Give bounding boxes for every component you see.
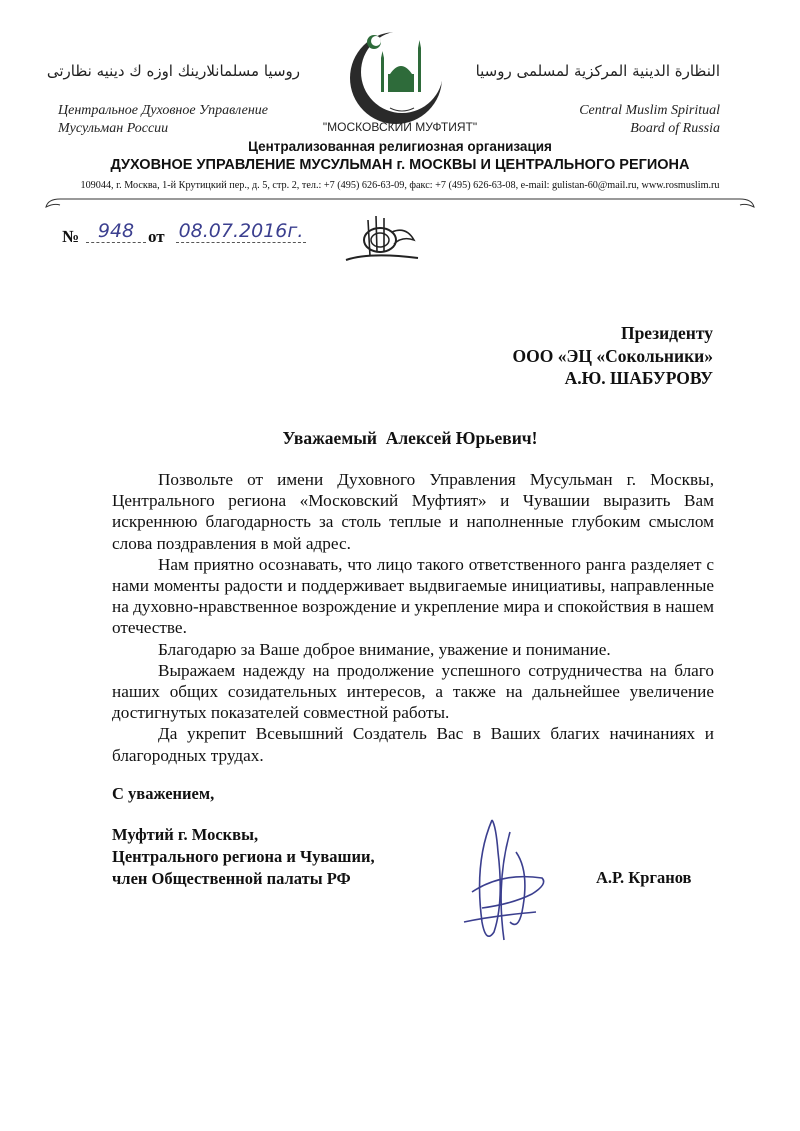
addressee-block <box>513 322 713 390</box>
org-contacts: 109044, г. Москва, 1-й Крутицкий пер., д. 5, стр. 2, тел.: +7 (495) 626-63-09, факс: +7 (495) 626-63-08, e-mail: gulistan-60@mail.ru, www.rosmuslim.ru <box>80 180 720 191</box>
arabic-heading-left: روسيا مسلمانلارينك اوزه ك دينيه نظارتی <box>46 62 300 80</box>
signatory-name: А.Р. Крганов <box>596 868 692 887</box>
body-paragraph: Да укрепит Всевышний Создатель Вас в Ваших благих начинаниях и благородных трудах. <box>112 724 714 765</box>
addressee-title: Президенту <box>620 323 713 343</box>
signatory-title-line1: Муфтий г. Москвы, <box>112 825 259 844</box>
org-name: ДУХОВНОЕ УПРАВЛЕНИЕ МУСУЛЬМАН г. МОСКВЫ И ЦЕНТРАЛЬНОГО РЕГИОНА <box>110 157 690 173</box>
closing: С уважением, <box>112 784 215 803</box>
handwritten-signature <box>452 812 562 952</box>
tughra-emblem-icon <box>340 212 424 268</box>
ref-date-label: от <box>148 227 165 246</box>
letter-body <box>112 469 714 766</box>
ref-date: 08.07.2016г. <box>176 220 306 243</box>
header-divider <box>40 195 760 213</box>
logo-caption: "МОСКОВСКИЙ МУФТИЯТ" <box>322 120 478 134</box>
addressee-company: ООО «ЭЦ «Сокольники» <box>512 345 713 366</box>
addressee-name: А.Ю. ШАБУРОВУ <box>564 368 713 388</box>
signatory-title-line3: член Общественной палаты РФ <box>112 869 351 888</box>
ref-number: 948 <box>86 220 146 243</box>
body-paragraph: Выражаем надежду на продолжение успешного сотрудничества на благо наших общих созидательных интересов, а также на дальнейшее увеличение достигнутых показателей совместной работы. <box>112 660 714 723</box>
board-en-line1: Central Muslim Spiritual <box>579 103 720 118</box>
board-en-line2: Board of Russia <box>630 121 720 136</box>
signatory-block <box>112 824 375 890</box>
body-paragraph: Благодарю за Ваше доброе внимание, уважение и понимание. <box>158 639 611 659</box>
muftiate-logo-icon <box>338 22 462 126</box>
body-paragraph: Нам приятно осознавать, что лицо такого ответственного ранга разделяет с нами моменты радости и поддерживает выдвигаемые инициативы, направленные на духовно-нравственное возрождение и укрепление мира и спокойствия в нашем отечестве. <box>112 554 714 638</box>
body-paragraph: Позвольте от имени Духовного Управления Мусульман г. Москвы, Центрального региона «Московский Муфтият» и Чувашии выразить Вам искреннюю благодарность за столь теплые и наполненные глубоким смыслом слова поздравления в мой адрес. <box>112 470 714 553</box>
arabic-heading-right: النظارة الدينية المركزية لمسلمى روسيا <box>475 62 720 80</box>
board-ru-line2: Мусульман России <box>58 121 169 136</box>
org-type: Централизованная религиозная организация <box>248 139 552 154</box>
greeting: Уважаемый Алексей Юрьевич! <box>282 428 538 448</box>
signatory-title-line2: Центрального региона и Чувашии, <box>112 847 375 866</box>
board-ru-line1: Центральное Духовное Управление <box>58 103 268 118</box>
ref-number-label: № <box>62 227 80 246</box>
